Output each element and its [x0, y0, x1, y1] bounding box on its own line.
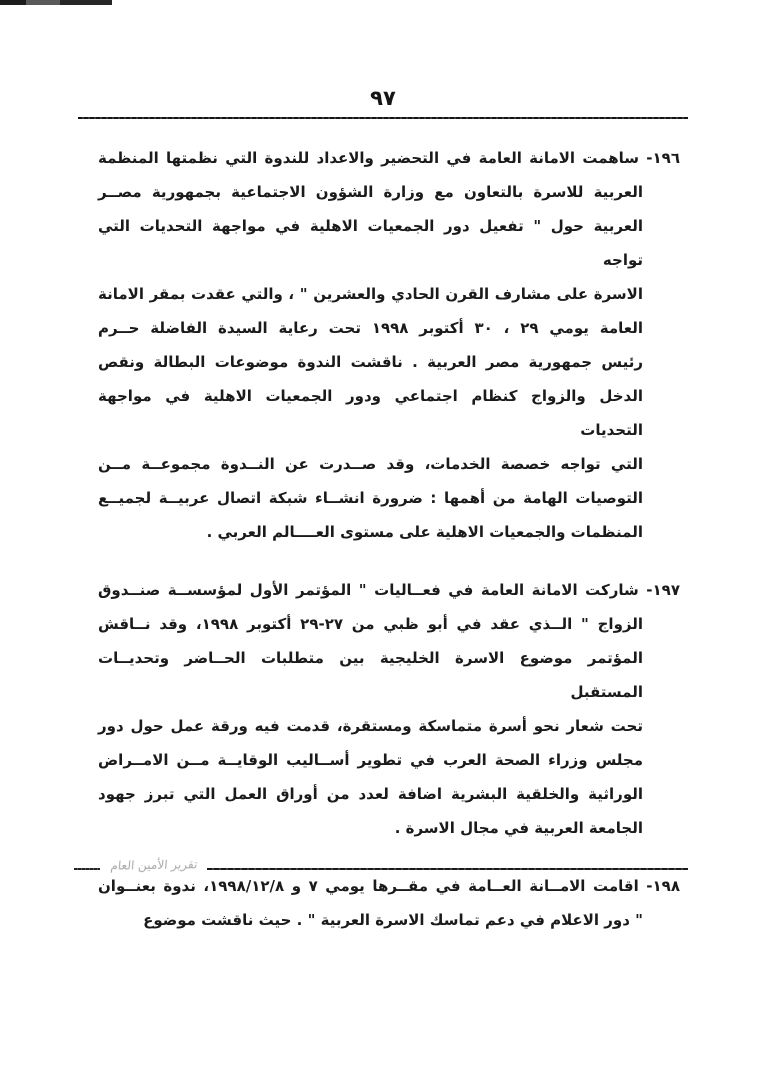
- text-line: مجلس وزراء الصحة العرب في تطوير أســاليب الوقايــة مــن الامــراض: [98, 751, 643, 769]
- text-line: المؤتمر موضوع الاسرة الخليجية بين متطلبات الحــاضر وتحديــات المستقبل: [98, 649, 643, 701]
- page-footer: [0, 857, 758, 884]
- text-line: " دور الاعلام في دعم تماسك الاسرة العربية " . حيث ناقشت موضوع: [143, 911, 643, 929]
- text-line: ١٩٧- شاركت الامانة العامة في فعــاليات " المؤتمر الأول لمؤسســة صنــدوق: [98, 581, 680, 599]
- text-line: التوصيات الهامة من أهمها : ضرورة انشــاء شبكة اتصال عربيــة لجميــع: [98, 489, 643, 507]
- text-line: الزواج " الــذي عقد في أبو ظبي من ٢٧-٢٩ أكتوبر ١٩٩٨، وقد نــاقش: [98, 615, 643, 633]
- footer-rule-short: [74, 868, 100, 870]
- text-line: العامة يومي ٢٩ ، ٣٠ أكتوبر ١٩٩٨ تحت رعاية السيدة الفاضلة حــرم: [98, 319, 643, 337]
- header-rule: [78, 117, 688, 119]
- paragraph-196: [98, 141, 680, 549]
- footer-rule-long: [207, 868, 688, 870]
- text-line: العربية حول " تفعيل دور الجمعيات الاهلية في مواجهة التحديات التي تواجه: [98, 217, 643, 269]
- text-line: ١٩٨- اقامت الامــانة العــامة في مقــرها يومي ٧ و ١٩٩٨/١٢/٨، ندوة بعنــوان: [98, 877, 680, 895]
- paragraph-197: [98, 573, 680, 845]
- page-number: ٩٧: [370, 86, 396, 110]
- text-line: الجامعة العربية في مجال الاسرة .: [394, 819, 643, 837]
- document-body: [98, 141, 680, 961]
- scan-artifact-bar: [0, 0, 112, 5]
- footer-handwritten-note: تقرير الأمين العام: [109, 857, 199, 873]
- text-line: العربية للاسرة بالتعاون مع وزارة الشؤون الاجتماعية بجمهورية مصــر: [98, 183, 643, 201]
- text-line: التي تواجه خصصة الخدمات، وقد صــدرت عن النــدوة مجموعــة مــن: [98, 455, 643, 473]
- text-line: الدخل والزواج كنظام اجتماعي ودور الجمعيات الاهلية في مواجهة التحديات: [98, 387, 643, 439]
- text-line: رئيس جمهورية مصر العربية . ناقشت الندوة موضوعات البطالة ونقص: [98, 353, 643, 371]
- text-line: ١٩٦- ساهمت الامانة العامة في التحضير والاعداد للندوة التي نظمتها المنظمة: [98, 149, 680, 167]
- text-line: تحت شعار نحو أسرة متماسكة ومستقرة، قدمت فيه ورقة عمل حول دور: [98, 717, 643, 735]
- text-line: المنظمات والجمعيات الاهلية على مستوى العــــالم العربي .: [206, 523, 643, 541]
- text-line: الاسرة على مشارف القرن الحادي والعشرين " ، والتي عقدت بمقر الامانة: [98, 285, 643, 303]
- text-line: الوراثية والخلقية البشرية اضافة لعدد من أوراق العمل التي تبرز جهود: [98, 785, 643, 803]
